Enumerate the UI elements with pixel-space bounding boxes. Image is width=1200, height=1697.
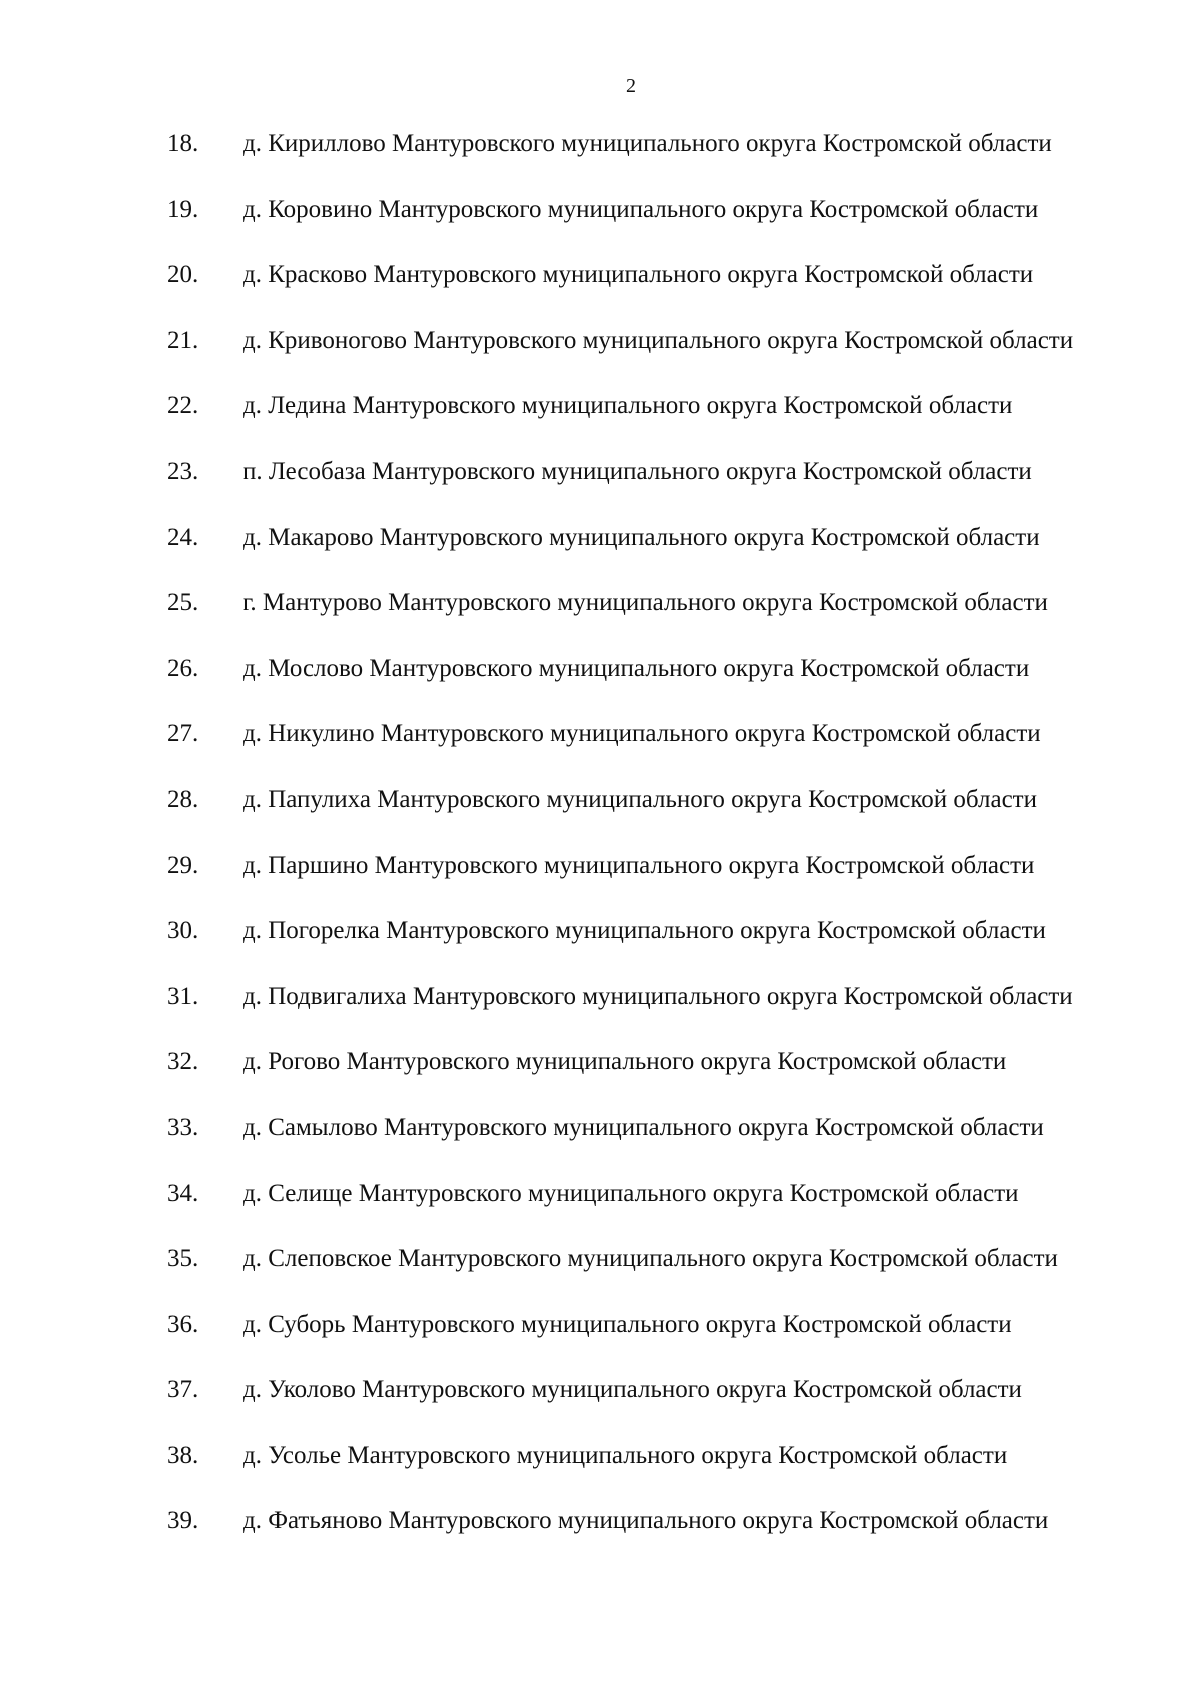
settlement-list bbox=[167, 128, 1095, 1571]
list-item bbox=[167, 784, 1095, 850]
list-item bbox=[167, 587, 1095, 653]
item-text: д. Никулино Мантуровского муниципального округа Костромской области bbox=[243, 720, 1041, 748]
item-number: 34. bbox=[167, 1179, 199, 1207]
list-item bbox=[167, 915, 1095, 981]
item-text: д. Погорелка Мантуровского муниципального округа Костромской области bbox=[243, 917, 1046, 945]
item-number: 25. bbox=[167, 589, 199, 617]
list-item bbox=[167, 194, 1095, 260]
item-number: 26. bbox=[167, 654, 199, 682]
list-item bbox=[167, 259, 1095, 325]
item-number: 33. bbox=[167, 1113, 199, 1141]
item-text: д. Усолье Мантуровского муниципального округа Костромской области bbox=[243, 1441, 1008, 1469]
item-number: 20. bbox=[167, 261, 199, 289]
list-item bbox=[167, 456, 1095, 522]
item-number: 37. bbox=[167, 1376, 199, 1404]
item-text: д. Селище Мантуровского муниципального округа Костромской области bbox=[243, 1179, 1019, 1207]
list-item bbox=[167, 718, 1095, 784]
item-text: д. Красково Мантуровского муниципального округа Костромской области bbox=[243, 261, 1034, 289]
item-text: д. Суборь Мантуровского муниципального округа Костромской области bbox=[243, 1310, 1012, 1338]
item-number: 39. bbox=[167, 1507, 199, 1535]
item-text: д. Макарово Мантуровского муниципального округа Костромской области bbox=[243, 523, 1040, 551]
item-text: д. Коровино Мантуровского муниципального округа Костромской области bbox=[243, 195, 1039, 223]
item-text: д. Кривоногово Мантуровского муниципального округа Костромской области bbox=[243, 326, 1074, 354]
list-item bbox=[167, 653, 1095, 719]
item-text: д. Уколово Мантуровского муниципального округа Костромской области bbox=[243, 1376, 1022, 1404]
list-item bbox=[167, 1505, 1095, 1571]
list-item bbox=[167, 1309, 1095, 1375]
list-item bbox=[167, 1374, 1095, 1440]
item-text: д. Мослово Мантуровского муниципального округа Костромской области bbox=[243, 654, 1030, 682]
item-text: д. Паршино Мантуровского муниципального округа Костромской области bbox=[243, 851, 1035, 879]
item-number: 18. bbox=[167, 130, 199, 157]
item-number: 31. bbox=[167, 982, 199, 1010]
page-number: 2 bbox=[626, 75, 636, 97]
item-text: п. Лесобаза Мантуровского муниципального округа Костромской области bbox=[243, 457, 1032, 485]
list-item bbox=[167, 1112, 1095, 1178]
list-item bbox=[167, 128, 1095, 194]
list-item bbox=[167, 1046, 1095, 1112]
list-item bbox=[167, 1243, 1095, 1309]
item-number: 23. bbox=[167, 457, 199, 485]
item-number: 36. bbox=[167, 1310, 199, 1338]
item-number: 19. bbox=[167, 195, 199, 223]
item-text: д. Самылово Мантуровского муниципального округа Костромской области bbox=[243, 1113, 1044, 1141]
list-item bbox=[167, 850, 1095, 916]
list-item bbox=[167, 1440, 1095, 1506]
item-text: д. Рогово Мантуровского муниципального округа Костромской области bbox=[243, 1048, 1007, 1076]
item-number: 24. bbox=[167, 523, 199, 551]
item-text: г. Мантурово Мантуровского муниципального округа Костромской области bbox=[243, 589, 1048, 617]
item-number: 28. bbox=[167, 785, 199, 813]
item-number: 29. bbox=[167, 851, 199, 879]
list-item bbox=[167, 522, 1095, 588]
item-number: 21. bbox=[167, 326, 199, 354]
item-text: д. Слеповское Мантуровского муниципального округа Костромской области bbox=[243, 1245, 1058, 1273]
item-number: 22. bbox=[167, 392, 199, 420]
item-number: 27. bbox=[167, 720, 199, 748]
item-number: 35. bbox=[167, 1245, 199, 1273]
item-text: д. Ледина Мантуровского муниципального округа Костромской области bbox=[243, 392, 1013, 420]
item-text: д. Папулиха Мантуровского муниципального округа Костромской области bbox=[243, 785, 1037, 813]
list-item bbox=[167, 981, 1095, 1047]
item-number: 30. bbox=[167, 917, 199, 945]
list-item bbox=[167, 390, 1095, 456]
list-item bbox=[167, 325, 1095, 391]
item-number: 32. bbox=[167, 1048, 199, 1076]
item-text: д. Фатьяново Мантуровского муниципального округа Костромской области bbox=[243, 1507, 1049, 1535]
list-item bbox=[167, 1178, 1095, 1244]
item-number: 38. bbox=[167, 1441, 199, 1469]
item-text: д. Подвигалиха Мантуровского муниципального округа Костромской области bbox=[243, 982, 1073, 1010]
item-text: д. Кириллово Мантуровского муниципального округа Костромской области bbox=[243, 130, 1052, 157]
